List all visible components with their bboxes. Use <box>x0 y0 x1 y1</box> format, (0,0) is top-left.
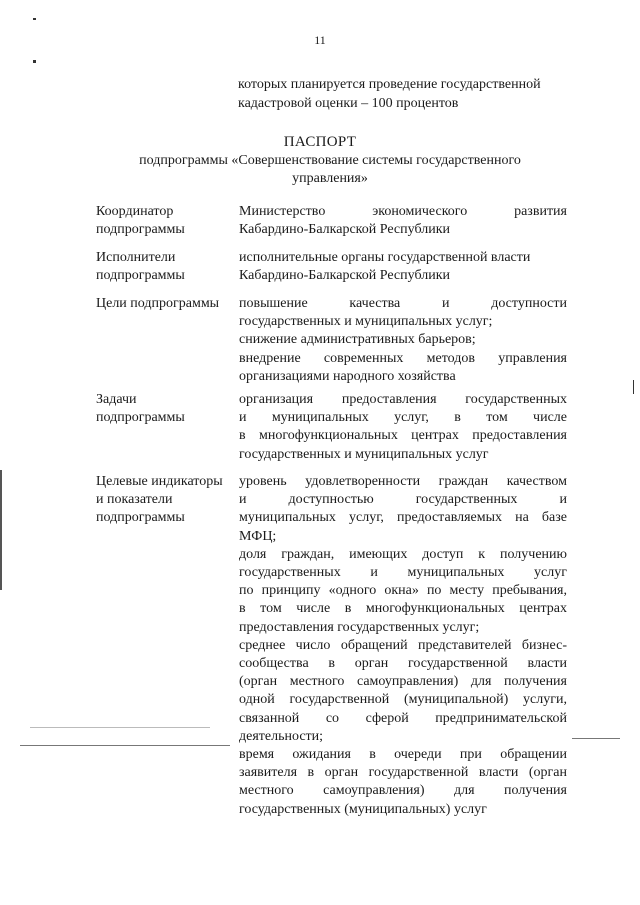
row-value-line: предоставления государственных услуг; <box>239 619 480 635</box>
row-value-line: среднее число обращений представителей бизнес- <box>239 637 567 653</box>
row-value-line: связанной со сферой предпринимательской <box>239 710 567 726</box>
row-label <box>96 203 236 239</box>
row-value-line: и муниципальных услуг, в том числе <box>239 410 567 426</box>
row-label <box>96 249 236 285</box>
row-value-line: сообщества в орган государственной власти <box>239 656 567 672</box>
row-value <box>239 249 567 285</box>
row-value-line: государственных и муниципальных услуг <box>239 565 567 581</box>
row-value <box>239 203 567 239</box>
row-value-line: внедрение современных методов управления <box>239 350 567 366</box>
row-value-line: организациями народного хозяйства <box>239 368 456 384</box>
row-value-line: (орган местного самоуправления) для получения <box>239 674 567 690</box>
row-label-line: Исполнители <box>96 250 176 265</box>
row-label-line: подпрограммы <box>96 510 185 525</box>
intro-line: кадастровой оценки – 100 процентов <box>238 96 459 111</box>
row-value-line: в том числе в многофункциональных центрах <box>239 601 567 617</box>
row-label-line: Задачи <box>96 392 137 407</box>
row-value-line: снижение административных барьеров; <box>239 332 476 348</box>
subtitle-line: подпрограммы «Совершенствование системы государственного <box>139 153 521 168</box>
row-value-line: уровень удовлетворенности граждан качеством <box>239 474 567 489</box>
row-label <box>96 473 236 527</box>
row-value <box>239 391 567 464</box>
scan-speck <box>33 60 36 63</box>
row-value <box>239 295 567 386</box>
scan-line <box>20 745 230 746</box>
row-label-line: Координатор <box>96 204 174 219</box>
row-value-line: МФЦ; <box>239 528 277 544</box>
row-label <box>96 295 236 313</box>
scan-edge-mark <box>0 470 2 590</box>
passport-title: ПАСПОРТ <box>283 134 357 150</box>
row-label-line: подпрограммы <box>96 410 185 425</box>
row-value-line: Кабардино-Балкарской Республики <box>239 268 450 284</box>
row-label <box>96 391 236 427</box>
row-value-line: одной государственной (муниципальной) услуги, <box>239 692 567 708</box>
subtitle-line: управления» <box>292 171 368 186</box>
row-value-line: повышение качества и доступности <box>239 296 567 311</box>
row-value-line: и доступностью государственных и <box>239 492 567 508</box>
row-label-line: подпрограммы <box>96 222 185 237</box>
row-value <box>239 473 567 819</box>
page-number: 11 <box>314 33 326 47</box>
row-label-line: и показатели <box>96 492 173 507</box>
scan-edge-mark <box>633 380 634 394</box>
intro-text <box>238 75 572 113</box>
row-value-line: заявителя в орган государственной власти (орган <box>239 765 567 781</box>
row-value-line: государственных и муниципальных услуг; <box>239 314 493 330</box>
row-value-line: в многофункциональных центрах предоставления <box>239 428 567 444</box>
row-label-line: Целевые индикаторы <box>96 474 223 489</box>
row-value-line: муниципальных услуг, предоставляемых на базе <box>239 510 567 526</box>
row-value-line: Министерство экономического развития <box>239 204 567 219</box>
scan-line <box>30 727 210 728</box>
intro-line: которых планируется проведение государственной <box>238 77 541 92</box>
row-value-line: по принципу «одного окна» по месту пребывания, <box>239 583 567 599</box>
row-label-line: подпрограммы <box>96 268 185 283</box>
scan-speck <box>33 18 36 20</box>
row-value-line: государственных и муниципальных услуг <box>239 446 489 462</box>
passport-subtitle <box>110 152 550 188</box>
row-value-line: исполнительные органы государственной власти <box>239 250 531 265</box>
scan-line <box>572 738 620 739</box>
row-value-line: государственных (муниципальных) услуг <box>239 801 487 817</box>
row-value-line: организация предоставления государственных <box>239 392 567 407</box>
row-value-line: деятельности; <box>239 728 324 744</box>
row-value-line: Кабардино-Балкарской Республики <box>239 222 450 238</box>
row-value-line: доля граждан, имеющих доступ к получению <box>239 546 567 562</box>
row-value-line: время ожидания в очереди при обращении <box>239 747 567 763</box>
row-label-line: Цели подпрограммы <box>96 296 220 311</box>
row-value-line: местного самоуправления) для получения <box>239 783 567 799</box>
